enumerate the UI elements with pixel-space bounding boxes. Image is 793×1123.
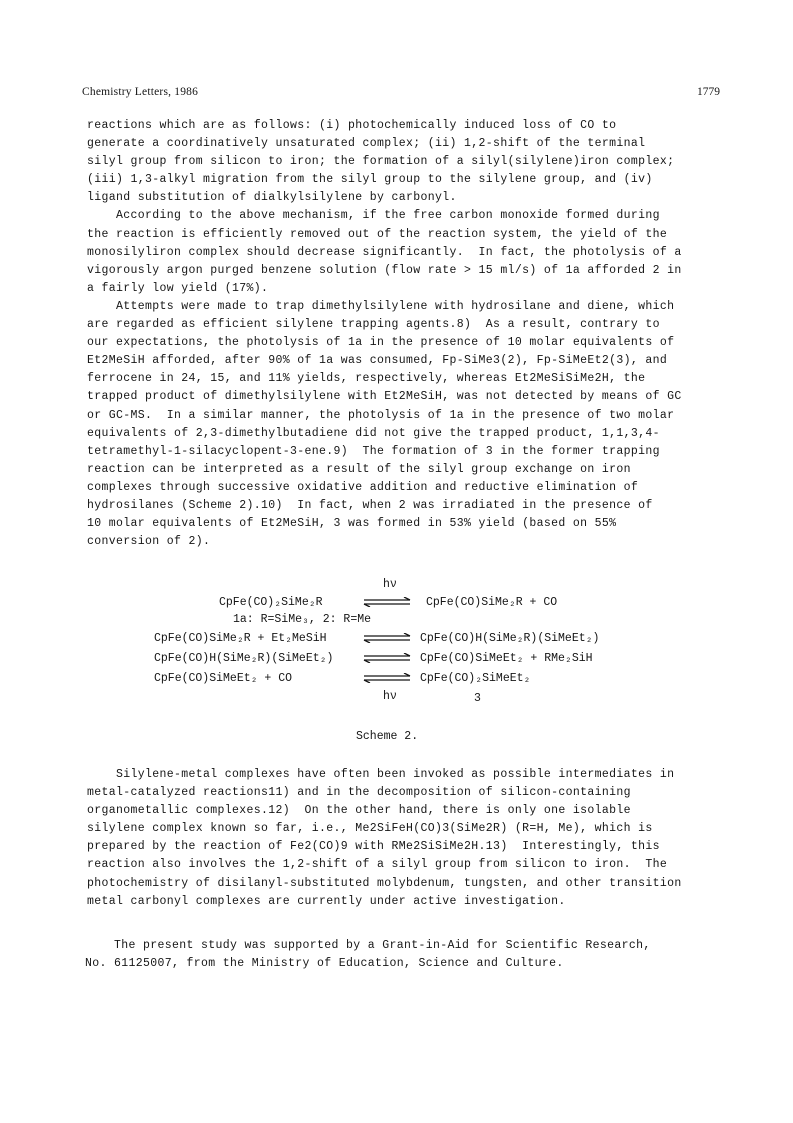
scheme-substituent-note: 1a: R=SiMe₃, 2: R=Me <box>233 613 372 626</box>
page-number: 1779 <box>697 86 720 98</box>
scheme-row1-product: CpFe(CO)SiMe₂R + CO <box>426 596 558 609</box>
text-line: Et2MeSiH afforded, after 90% of 1a was consumed, Fp-SiMe3(2), Fp-SiMeEt2(3), and <box>87 354 668 368</box>
text-line: tetramethyl-1-silacyclopent-3-ene.9) The formation of 3 in the former trapping <box>87 444 660 458</box>
text-line: The present study was supported by a Grant-in-Aid for Scientific Research, <box>85 939 651 952</box>
text-line: silyl group from silicon to iron; the formation of a silyl(silylene)iron complex; <box>87 155 675 169</box>
text-line: the reaction is efficiently removed out of the reaction system, the yield of the <box>87 227 668 241</box>
equilibrium-arrows <box>362 633 412 643</box>
compound-number-3: 3 <box>474 692 481 705</box>
text-line: ferrocene in 24, 15, and 11% yields, respectively, whereas Et2MeSiSiMe2H, the <box>87 372 646 386</box>
scheme-row2-reactant: CpFe(CO)SiMe₂R + Et₂MeSiH <box>154 632 327 645</box>
text-line: prepared by the reaction of Fe2(CO)9 with RMe2SiSiMe2H.13) Interestingly, this <box>87 840 660 854</box>
text-line: ligand substitution of dialkylsilylene by carbonyl. <box>87 191 457 205</box>
scheme-caption: Scheme 2. <box>356 730 419 743</box>
paragraph-mechanism <box>87 117 727 551</box>
text-line: According to the above mechanism, if the free carbon monoxide formed during <box>87 209 660 223</box>
paragraph-silylene-complexes <box>87 766 727 911</box>
scheme-row3-product: CpFe(CO)SiMeEt₂ + RMe₂SiH <box>420 652 593 665</box>
text-line: or GC-MS. In a similar manner, the photolysis of 1a in the presence of two molar <box>87 408 675 422</box>
text-line: 10 molar equivalents of Et2MeSiH, 3 was formed in 53% yield (based on 55% <box>87 517 617 531</box>
text-line: (iii) 1,3-alkyl migration from the silyl group to the silylene group, and (iv) <box>87 173 653 187</box>
text-line: reactions which are as follows: (i) photochemically induced loss of CO to <box>87 119 617 132</box>
scheme-row4-product: CpFe(CO)₂SiMeEt₂ <box>420 672 531 685</box>
running-header-journal: Chemistry Letters, 1986 <box>82 86 199 98</box>
equilibrium-arrows <box>362 597 412 607</box>
paragraph-acknowledgment <box>85 937 725 973</box>
scheme-row4-reactant: CpFe(CO)SiMeEt₂ + CO <box>154 672 293 685</box>
text-line: a fairly low yield (17%). <box>87 281 269 295</box>
text-line: organometallic complexes.12) On the other hand, there is only one isolable <box>87 804 631 818</box>
hv-label-bottom: hν <box>383 690 397 703</box>
text-line: reaction can be interpreted as a result of the silyl group exchange on iron <box>87 462 631 476</box>
text-line: metal carbonyl complexes are currently under active investigation. <box>87 894 566 908</box>
text-line: photochemistry of disilanyl-substituted molybdenum, tungsten, and other transition <box>87 876 682 890</box>
text-line: reaction also involves the 1,2-shift of a silyl group from silicon to iron. The <box>87 858 668 872</box>
equilibrium-arrows <box>362 673 412 683</box>
text-line: generate a coordinatively unsaturated complex; (ii) 1,2-shift of the terminal <box>87 137 646 151</box>
text-line: our expectations, the photolysis of 1a in the presence of 10 molar equivalents of <box>87 336 675 350</box>
text-line: hydrosilanes (Scheme 2).10) In fact, when 2 was irradiated in the presence of <box>87 498 653 512</box>
text-line: No. 61125007, from the Ministry of Education, Science and Culture. <box>85 957 564 971</box>
scheme-row1-reactant: CpFe(CO)₂SiMe₂R <box>219 596 323 609</box>
text-line: vigorously argon purged benzene solution (flow rate > 15 ml/s) of 1a afforded 2 in <box>87 263 682 277</box>
text-line: metal-catalyzed reactions11) and in the decomposition of silicon-containing <box>87 786 631 800</box>
equilibrium-arrows <box>362 653 412 663</box>
text-line: are regarded as efficient silylene trapping agents.8) As a result, contrary to <box>87 318 660 332</box>
scheme-row3-reactant: CpFe(CO)H(SiMe₂R)(SiMeEt₂) <box>154 652 334 665</box>
text-line: complexes through successive oxidative addition and reductive elimination of <box>87 480 639 494</box>
text-line: silylene complex known so far, i.e., Me2SiFeH(CO)3(SiMe2R) (R=H, Me), which is <box>87 822 653 836</box>
scheme-row2-product: CpFe(CO)H(SiMe₂R)(SiMeEt₂) <box>420 632 600 645</box>
text-line: trapped product of dimethylsilylene with Et2MeSiH, was not detected by means of GC <box>87 390 682 404</box>
text-line: monosilyliron complex should decrease significantly. In fact, the photolysis of a <box>87 245 682 259</box>
text-line: Silylene-metal complexes have often been invoked as possible intermediates in <box>87 768 675 781</box>
text-line: Attempts were made to trap dimethylsilylene with hydrosilane and diene, which <box>87 299 675 313</box>
text-line: equivalents of 2,3-dimethylbutadiene did not give the trapped product, 1,1,3,4- <box>87 426 660 440</box>
text-line: conversion of 2). <box>87 535 211 549</box>
hv-label-top: hν <box>383 578 397 591</box>
